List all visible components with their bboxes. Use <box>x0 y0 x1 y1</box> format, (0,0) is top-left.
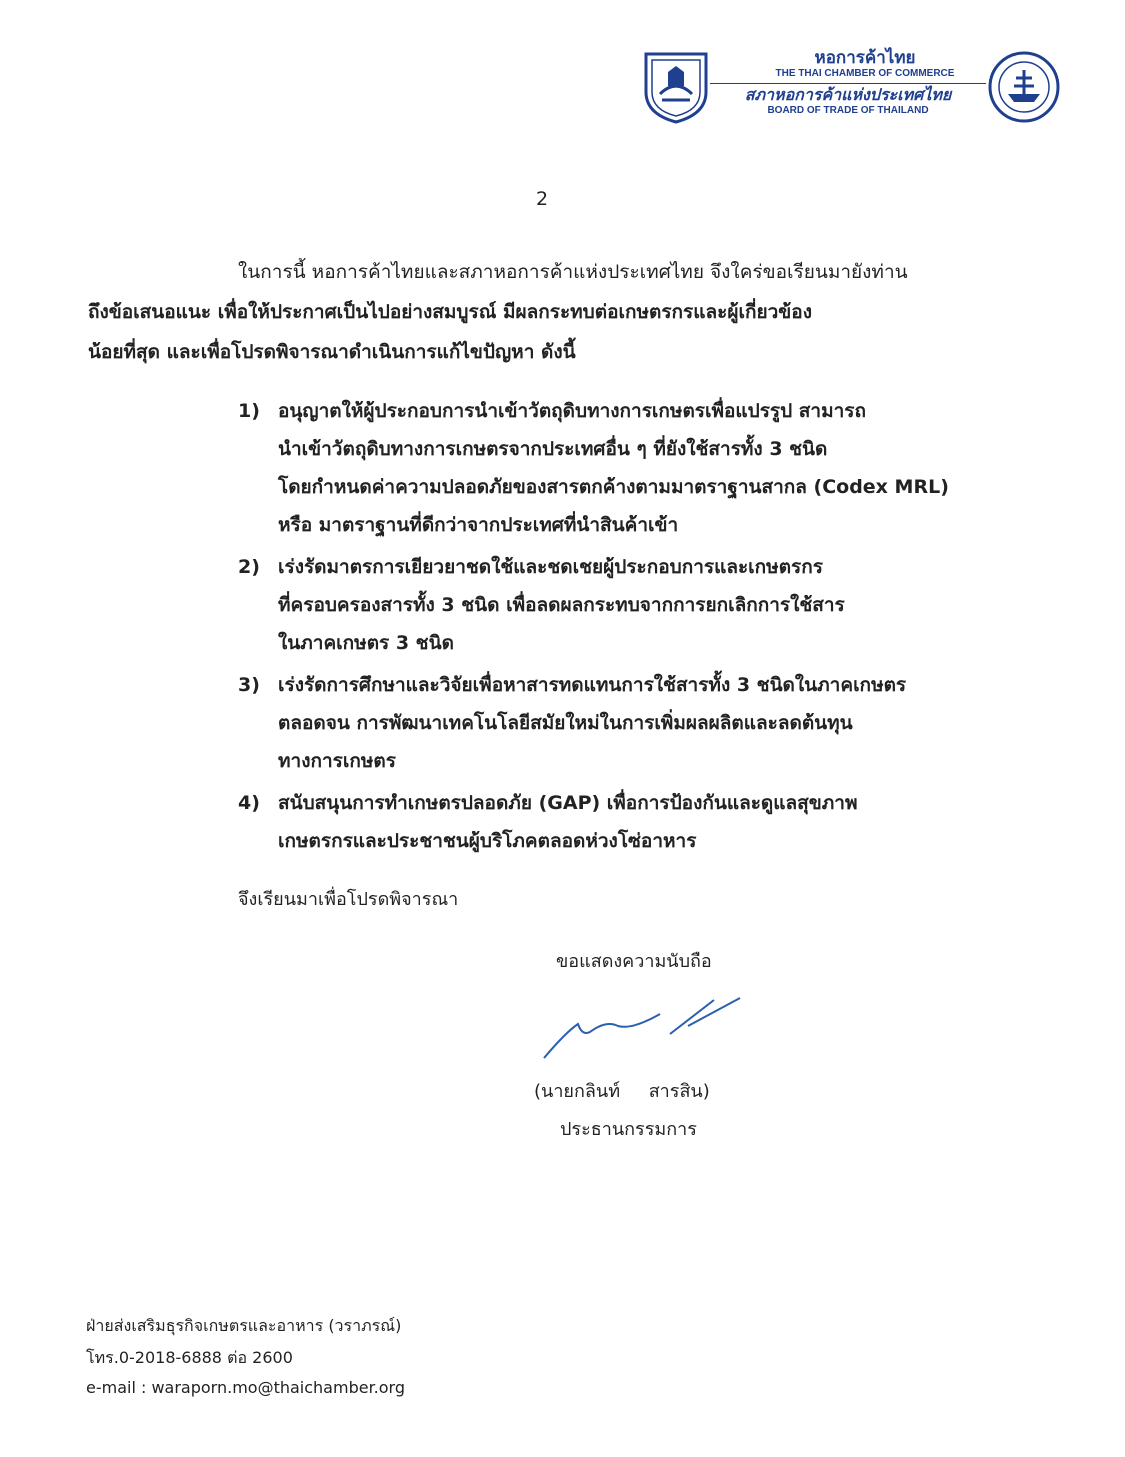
list-item-number: 4) <box>238 792 260 814</box>
intro-line-3: น้อยที่สุด และเพื่อโปรดพิจารณาดำเนินการแก้ไขปัญหา ดังนี้ <box>88 341 576 363</box>
list-item-line: สนับสนุนการทำเกษตรปลอดภัย (GAP) เพื่อการป้องกันและดูแลสุขภาพ <box>278 792 858 814</box>
board-of-trade-name-en: BOARD OF TRADE OF THAILAND <box>767 105 929 116</box>
page-number: 2 <box>536 188 549 210</box>
list-item-line: โดยกำหนดค่าความปลอดภัยของสารตกค้างตามมาตราฐานสากล (Codex MRL) <box>278 476 949 498</box>
list-item-line: นำเข้าวัตถุดิบทางการเกษตรจากประเทศอื่น ๆ ที่ยังใช้สารทั้ง 3 ชนิด <box>278 438 828 460</box>
footer-phone: โทร.0-2018-6888 ต่อ 2600 <box>86 1348 293 1367</box>
thai-chamber-name-th: หอการค้าไทย <box>814 48 916 67</box>
letterhead <box>640 48 1070 128</box>
list-item-line: ในภาคเกษตร 3 ชนิด <box>278 632 454 654</box>
letterhead-divider <box>710 83 986 84</box>
list-item-line: อนุญาตให้ผู้ประกอบการนำเข้าวัตถุดิบทางการเกษตรเพื่อแปรรูป สามารถ <box>278 400 866 422</box>
list-item-line: ที่ครอบครองสารทั้ง 3 ชนิด เพื่อลดผลกระทบจากการยกเลิกการใช้สาร <box>278 594 845 616</box>
letterhead-text <box>710 48 986 117</box>
list-item-line: เกษตรกรและประชาชนผู้บริโภคตลอดห่วงโซ่อาหาร <box>278 830 697 852</box>
signer-title: ประธานกรรมการ <box>560 1119 697 1140</box>
footer-department: ฝ่ายส่งเสริมธุรกิจเกษตรและอาหาร (วราภรณ์) <box>86 1316 402 1335</box>
list-item-line: เร่งรัดมาตรการเยียวยาชดใช้และชดเชยผู้ประกอบการและเกษตรกร <box>278 556 823 578</box>
board-of-trade-name-th: สภาหอการค้าแห่งประเทศไทย <box>744 87 952 104</box>
list-item <box>238 666 998 780</box>
list-item-line: ตลอดจน การพัฒนาเทคโนโลยีสมัยใหม่ในการเพิ่มผลผลิตและลดต้นทุน <box>278 712 853 734</box>
list-item-number: 2) <box>238 556 260 578</box>
closing-text: จึงเรียนมาเพื่อโปรดพิจารณา <box>238 889 459 910</box>
list-item-line: หรือ มาตราฐานที่ดีกว่าจากประเทศที่นำสินค้าเข้า <box>278 514 679 536</box>
regards-text: ขอแสดงความนับถือ <box>556 951 712 972</box>
thai-chamber-name-en: THE THAI CHAMBER OF COMMERCE <box>775 68 955 79</box>
signer-name: (นายกลินท์ สารสิน) <box>534 1081 710 1102</box>
list-item <box>238 548 998 662</box>
recommendation-list <box>238 392 998 864</box>
signature-icon <box>536 992 756 1066</box>
list-item <box>238 392 998 544</box>
list-item <box>238 784 998 860</box>
board-of-trade-seal-icon <box>986 50 1062 124</box>
intro-line-1: ในการนี้ หอการค้าไทยและสภาหอการค้าแห่งประเทศไทย จึงใคร่ขอเรียนมายังท่าน <box>238 261 908 283</box>
list-item-number: 3) <box>238 674 260 696</box>
intro-line-2: ถึงข้อเสนอแนะ เพื่อให้ประกาศเป็นไปอย่างสมบูรณ์ มีผลกระทบต่อเกษตรกรและผู้เกี่ยวข้อง <box>88 301 812 323</box>
list-item-number: 1) <box>238 400 260 422</box>
list-item-line: ทางการเกษตร <box>278 750 396 772</box>
footer-email[interactable]: e-mail : waraporn.mo@thaichamber.org <box>86 1378 406 1397</box>
thai-chamber-logo-icon <box>640 48 712 124</box>
list-item-line: เร่งรัดการศึกษาและวิจัยเพื่อหาสารทดแทนการใช้สารทั้ง 3 ชนิดในภาคเกษตร <box>278 674 907 696</box>
